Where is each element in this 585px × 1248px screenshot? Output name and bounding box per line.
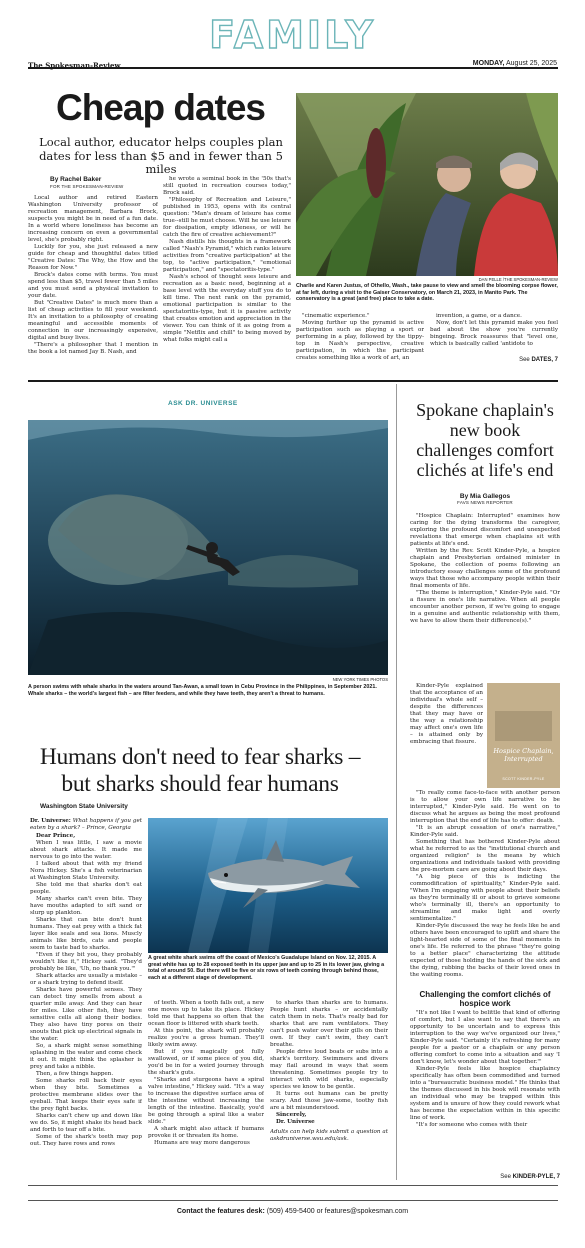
shark-column-2 <box>148 1000 264 1172</box>
paragraph: Then, a few things happen. <box>36 1071 114 1077</box>
paper-name: The Spokesman-Review <box>28 61 121 70</box>
paragraph: But "Creative Dates" is much more than a list of cheap activities to fill your weekend. It's an invitation to a philosophy of creating meaningful and accessible moments of connection in our increasingly expensive, digital and busy lives. <box>28 300 158 341</box>
section-divider <box>28 380 558 382</box>
paragraph: "The theme is interruption," Kinder-Pyle said. "Or a fissure in one's life narrative. When all people encounter another person, if we're going to engage in a genuine and authentic relationship with them, we have to allow them their difference(s)." <box>410 590 560 624</box>
paragraph: Something that has bothered Kinder-Pyle about what he referred to as the "institutional church and organized religion" is the means by which organizations and individuals tasked with providing the pre-mortem care are going about their days. <box>410 839 560 873</box>
footer-rule <box>28 1200 558 1201</box>
lead-column-1 <box>28 195 158 363</box>
paragraph: "Hospice Chaplain: Interrupted" examines how caring for the dying transforms the caregiver, exploring the profound discomfort and unexpected revelations that emerge when chaplains sit with patients at life's end. <box>410 513 560 547</box>
paragraph: She told me that sharks don't eat people. <box>30 882 142 895</box>
great-white-caption: A great white shark swims off the coast of Mexico's Guadalupe Island on Nov. 12, 2015. A great white has up to 28 exposed teeth in its upper jaw and up to 25 in its lower jaw, giving a total of around 50. But there will be five or six rows of teeth coming through behind those, each at a different stage of development. <box>148 955 385 981</box>
paragraph: People drive loud boats or subs into a shark's territory. Swimmers and divers may flail around in ways that seem threatening. Sometimes people try to interact with wild sharks, especially species we know to be gentle. <box>270 1049 388 1090</box>
paragraph: "A big piece of this is indicting the commodification of spirituality," Kinder-Pyle said. "When I'm engaging with people about their beliefs as they're terminally ill or about to grieve someone who's terminally ill, there's an opportunity to streamline and make light and overly sentimentalize." <box>410 874 560 922</box>
paragraph: Kinder-Pyle discussed the way he feels like he and others have been encouraged to uplift and share the light-hearted side of some of the final moments in one's life. He referred to the phrase "they're going to a better place" characterizing the attitude expected of those holding the hands of the sick and the dying, rubbing the backs of their loved ones in the waiting rooms. <box>410 923 560 978</box>
paragraph: I talked about that with my friend Nora Hickey. She's a fish veterinarian at Washington State University. <box>30 861 142 881</box>
paragraph: "Even if they bit you, they probably wouldn't like it," Hickey said. "They'd probably be like, 'Uh, no thank you.'" <box>30 952 142 972</box>
chaplain-intro <box>410 513 560 681</box>
question-label: Dr. Universe: <box>30 818 71 824</box>
bottom-rule <box>28 1185 558 1186</box>
paragraph: But if you magically got fully swallowed, or if some piece of you did, you'd be in for a weird journey through the shark's guts. <box>148 1049 264 1076</box>
paragraph: So, a shark might sense something splashing in the water and come check it out. It might think the splasher is prey and take a nibble. <box>30 1043 142 1070</box>
paragraph: Humans are way more dangerous <box>154 1140 250 1146</box>
lead-headline: Cheap dates <box>55 87 265 128</box>
submission-note: Adults can help kids submit a question at askdruniverse.wsu.edu/ask. <box>270 1129 388 1142</box>
signoff-2: Dr. Universe <box>276 1119 315 1125</box>
paragraph: Nash's school of thought sees leisure and recreation as a basic need, beginning at a base level with the everyday stuff you do to kill time. The next rank on the pyramid, emotional participation is similar to the spectatoritis-type, but it is passive activity that creates emotion and appreciation in the viewer. You can think of it as going from a simple "Netflix and chill" to being moved by what folks might call a <box>163 274 291 343</box>
paragraph: "Sharks and sturgeons have a spiral valve intestine," Hickey said. "It's a way to increase the digestive surface area of the intestine without increasing the length of the intestine. Basically, you'd be going through a spiral like a water slide." <box>148 1077 264 1125</box>
great-white-photo <box>148 818 388 953</box>
byline-name: By Rachel Baker <box>50 176 102 183</box>
book-cover-art <box>495 711 552 741</box>
book-cover-author: SCOTT KINDER-PYLE <box>502 777 545 781</box>
paragraph: invention, a game, or a dance. <box>436 313 522 319</box>
paragraph: "It's for someone who comes with their <box>416 1122 528 1128</box>
paragraph: of teeth. When a tooth falls out, a new one moves up to take its place. Hickey told me that happens so often that the ocean floor is littered with shark teeth. <box>148 1000 264 1027</box>
salutation: Dear Prince, <box>36 833 76 839</box>
chaplain-headline: Spokane chaplain's new book challenges comfort clichés at life's end <box>416 400 554 480</box>
lead-byline <box>28 176 161 189</box>
paragraph: "Philosophy of Recreation and Leisure," published in 1953, opens with its central question: "Man's dream of leisure has come true--still he must choose. Will he use leisure for dissipation, empty idleness, or will he catch the fire of creative achievement?" <box>163 197 291 238</box>
paragraph: Moving further up the pyramid is active participation such as playing a sport or performing in a play, followed by the tippy-top in Nash's perspective, creative participation, in which the participant creates something like a work of art, an <box>296 320 424 361</box>
shark-column-1 <box>30 818 142 1182</box>
paragraph: Some of the shark's teeth may pop out. They have rows and rows <box>30 1134 142 1147</box>
paragraph: At this point, the shark will probably realize you're a gross human. They'll likely swim away. <box>148 1028 264 1048</box>
paragraph: "It is an abrupt cessation of one's narrative," Kinder-Pyle said. <box>410 825 560 838</box>
chaplain-body <box>410 790 560 988</box>
chaplain-byline-name: By Mia Gallegos <box>459 493 511 500</box>
lead-deck: Local author, educator helps couples plan dates for less than $5 and in fewer than 5 miles <box>39 135 283 176</box>
shark-headline: Humans don't need to fear sharks – but sharks should fear humans <box>39 744 361 797</box>
paragraph: Shark attacks are usually a mistake – or a shark trying to defend itself. <box>30 973 142 986</box>
lead-jump[interactable]: See DATES, 7 <box>519 357 558 363</box>
section-title: FAMILY <box>209 13 376 57</box>
shark-column-1-text <box>30 840 142 1148</box>
paragraph: Now, don't let this pyramid make you feel bad about the show you're currently bingeing. Brock reassures that "level one, which is basically called 'antidote to <box>430 320 558 347</box>
shark-byline: Washington State University <box>40 803 128 810</box>
paragraph: "There's a philosopher that I mention in the book a lot named Jay B. Nash, and <box>28 342 158 355</box>
paragraph: Some sharks roll back their eyes when they bite. Sometimes a protective membrane slides over the eyeball. That keeps their eyes safe if the prey fight backs. <box>30 1078 142 1112</box>
shark-photo-credit: NEW YORK TIMES PHOTOS <box>332 677 388 682</box>
shark-column-3 <box>270 1000 388 1182</box>
chaplain-jump[interactable]: See KINDER-PYLE, 7 <box>500 1174 560 1180</box>
issue-date: MONDAY, August 25, 2025 <box>472 60 557 67</box>
lead-column-4 <box>430 313 558 353</box>
conservatory-photo <box>296 93 558 276</box>
chaplain-wrap-text <box>410 683 483 788</box>
footer-contact: Contact the features desk: (509) 459-5400 or features@spokesman.com <box>176 1208 409 1215</box>
paragraph: Nash distills his thoughts in a framework called "Nash's Pyramid," which ranks leisure activities from "creative participation" at the top, to "active participation," "emotional participation," and "spectatoritis-type." <box>163 239 291 273</box>
paragraph: Written by the Rev. Scott Kinder-Pyle, a hospice chaplain and Presbyterian ordained minister in Spokane, the collection of poems following an introductory essay challenges some of the profound ways that those who accompany people within their final moments of life. <box>410 548 560 589</box>
lead-column-2 <box>163 176 291 363</box>
question-text: What happens if you get eaten by a shark? – Prince, Georgia <box>30 818 142 831</box>
paragraph: A shark might also attack if humans provoke it or threaten its home. <box>148 1126 264 1139</box>
book-cover-title: Hospice Chaplain, Interrupted <box>493 747 554 763</box>
paragraph: Local author and retired Eastern Washington University professor of recreation management, Barbara Brock, suspects you might be in need of a fun date. In a world where loneliness has become an increasing concern on even a governmental level, she's probably right. <box>28 195 158 243</box>
paragraph: When I was little, I saw a movie about shark attacks. It made me nervous to go into the water. <box>30 840 142 860</box>
paragraph: Kinder-Pyle feels like hospice chaplaincy specifically has often been commodified and turned into a "bureaucratic business model." He thinks that the themes discussed in his book will resonate with an individual who may be trapped within this system and is unsure of how they could rework what has become the expectation within in this specific line of work. <box>410 1066 560 1121</box>
ask-dr-universe-tag: ASK DR. UNIVERSE <box>168 400 238 407</box>
byline-role: FOR THE SPOKESMAN-REVIEW <box>50 184 124 189</box>
whale-shark-photo <box>28 420 388 675</box>
shark-column-3-text <box>270 1000 388 1112</box>
chaplain-body-2 <box>410 1010 560 1172</box>
column-divider <box>396 384 397 1180</box>
paragraph: "To really come face-to-face with another person is to allow your own life narrative to be interrupted," Kinder-Pyle said. He went on to discuss what he argues as being the most profound interruption that the end of life has to offer: death. <box>410 790 560 824</box>
chaplain-byline-role: FAVS NEWS REPORTER <box>457 500 513 505</box>
book-cover <box>487 683 560 788</box>
lead-photo-credit: DAN PELLE /THE SPOKESMAN-REVIEW <box>478 277 558 282</box>
paragraph: "It's not like I want to belittle that kind of offering of comfort, but I also want to say that there's an opportunity to be uncertain and to express this interruption to the way we've organized our lives," Kinder-Pyle said. "Certainly it's refreshing for many people for a pastor or a chaplain or any person offering comfort to come into a situation and say 'I don't know, let's wonder about that together.'" <box>410 1010 560 1065</box>
paragraph: Sharks that can bite don't hunt humans. They eat prey with a thick fat layer like seals and sea lions. Muscly animals like birds, cats and people seem to taste bad to sharks. <box>30 917 142 951</box>
paragraph: Brock's dates come with terms. You must spend less than $5, travel fewer than 5 miles and you must send a physical invitation to your date. <box>28 272 158 299</box>
paragraph: Sharks can't chew up and down like we do. So, it might shake its head back and forth to tear off a bite. <box>30 1113 142 1133</box>
paragraph: Many sharks can't even bite. They have mouths adapted to sift sand or slurp up plankton. <box>30 896 142 916</box>
paragraph: he wrote a seminal book in the '50s that's still quoted in recreation courses today," Brock said. <box>163 176 291 196</box>
signoff-1: Sincerely, <box>276 1112 307 1118</box>
chaplain-subhead: Challenging the comfort clichés of hospice work <box>419 990 551 1008</box>
lead-photo-caption: Charlie and Karen Justus, of Othello, Wash., take pause to view and smell the blooming corpse flower, at far left, during a visit to the Gaiser Conservatory, on March 21, 2023, in Manito Park. The conservatory is a great (and free) place to take a date. <box>296 283 558 303</box>
chaplain-byline <box>410 493 560 505</box>
paragraph: "cinematic experience." <box>302 313 370 319</box>
shark-photo-caption: A person swims with whale sharks in the waters around Tan-Awan, a small town in Cebu Province in the Philippines, in September 2021. Whale sharks – the world's largest fish – are filter feeders, and while they have teeth, they aren't a threat to humans. <box>28 684 377 697</box>
paragraph: Luckily for you, she just released a new guide for cheap and thoughtful dates titled "Creative Dates: The Why, the How and the Reason for Now." <box>28 244 158 271</box>
lead-column-3 <box>296 313 424 363</box>
paragraph: Sharks have powerful senses. They can detect tiny smells from about a quarter mile away. And they can hear for miles. Like other fish, they have sensitive cells all along their bodies. They also have tiny pores on their snouts that pick up electrical signals in the water. <box>30 987 142 1042</box>
paragraph: Kinder-Pyle explained that the acceptance of an individual's whole self – despite the differences that they may have or the way a relationship may affect one's own life – is attained only by embracing that fissure. <box>410 683 483 745</box>
paragraph: to sharks than sharks are to humans. People hunt sharks – or accidentally catch them in nets. That's really bad for sharks that are ram ventilators. They can't push water over their gills on their own. If they can't swim, they can't breathe. <box>270 1000 388 1048</box>
paragraph: It turns out humans can be pretty scary. And those jaw-some, toothy fish are a bit misunderstood. <box>270 1091 388 1111</box>
